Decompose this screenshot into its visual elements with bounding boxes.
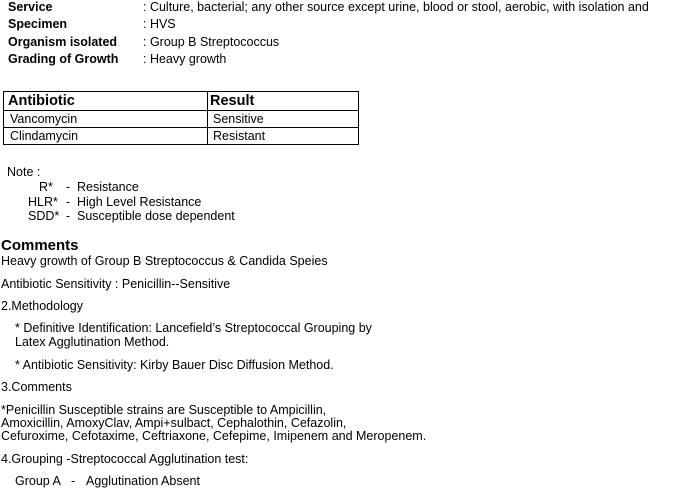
comments-heading: Comments (1, 237, 79, 254)
note-sep: - (66, 209, 71, 223)
note-desc: Susceptible dose dependent (77, 209, 235, 223)
specimen-value: : HVS (143, 17, 176, 31)
method-identification-cont: Latex Agglutination Method. (15, 335, 170, 349)
grading-value: : Heavy growth (143, 52, 227, 66)
comments3-heading: 3.Comments (1, 380, 72, 394)
organism-value: : Group B Streptococcus (143, 35, 280, 49)
note-sep: - (66, 195, 71, 209)
col-result-header: Result (208, 92, 359, 111)
result-cell: Resistant (208, 128, 359, 145)
note-code: SDD* (28, 209, 60, 223)
methodology-heading: 2.Methodology (1, 299, 84, 313)
method-identification: * Definitive Identification: Lancefield’s Streptococcal Grouping by (15, 321, 372, 335)
comment-sensitivity: Antibiotic Sensitivity : Penicillin--Sensitive (1, 277, 231, 291)
penicillin-note-line3: Cefuroxime, Cefotaxime, Ceftriaxone, Cefepime, Imipenem and Meropenem. (1, 429, 427, 443)
note-code: HLR* (28, 195, 58, 209)
note-desc: High Level Resistance (77, 195, 202, 209)
antibiotic-cell: Vancomycin (4, 111, 208, 128)
penicillin-note-line2: Amoxicillin, AmoxyClav, Ampi+sulbact, Cephalothin, Cefazolin, (1, 416, 347, 430)
group-result: Agglutination Absent (86, 474, 200, 488)
specimen-label: Specimen (8, 17, 68, 31)
organism-label: Organism isolated (8, 35, 118, 49)
comment-growth: Heavy growth of Group B Streptococcus & Candida Speies (1, 254, 328, 268)
table-header-row (4, 92, 359, 111)
service-label: Service (8, 0, 53, 14)
table-row (4, 111, 359, 128)
result-cell: Sensitive (208, 111, 359, 128)
method-sensitivity: * Antibiotic Sensitivity: Kirby Bauer Disc Diffusion Method. (15, 358, 334, 372)
note-title: Note : (7, 165, 41, 179)
service-value: : Culture, bacterial; any other source except urine, blood or stool, aerobic, with isolation and (143, 0, 649, 14)
table-row (4, 128, 359, 145)
grading-label: Grading of Growth (8, 52, 119, 66)
note-code: R* (39, 180, 53, 194)
col-antibiotic-header: Antibiotic (4, 92, 208, 111)
group-sep: - (71, 474, 76, 488)
note-desc: Resistance (77, 180, 139, 194)
grouping-heading: 4.Grouping -Streptococcal Agglutination test: (1, 452, 249, 466)
antibiotic-cell: Clindamycin (4, 128, 208, 145)
group-name: Group A (15, 474, 61, 488)
antibiotic-table (3, 91, 359, 145)
note-sep: - (66, 180, 71, 194)
penicillin-note-line1: *Penicillin Susceptible strains are Susceptible to Ampicillin, (1, 403, 327, 417)
